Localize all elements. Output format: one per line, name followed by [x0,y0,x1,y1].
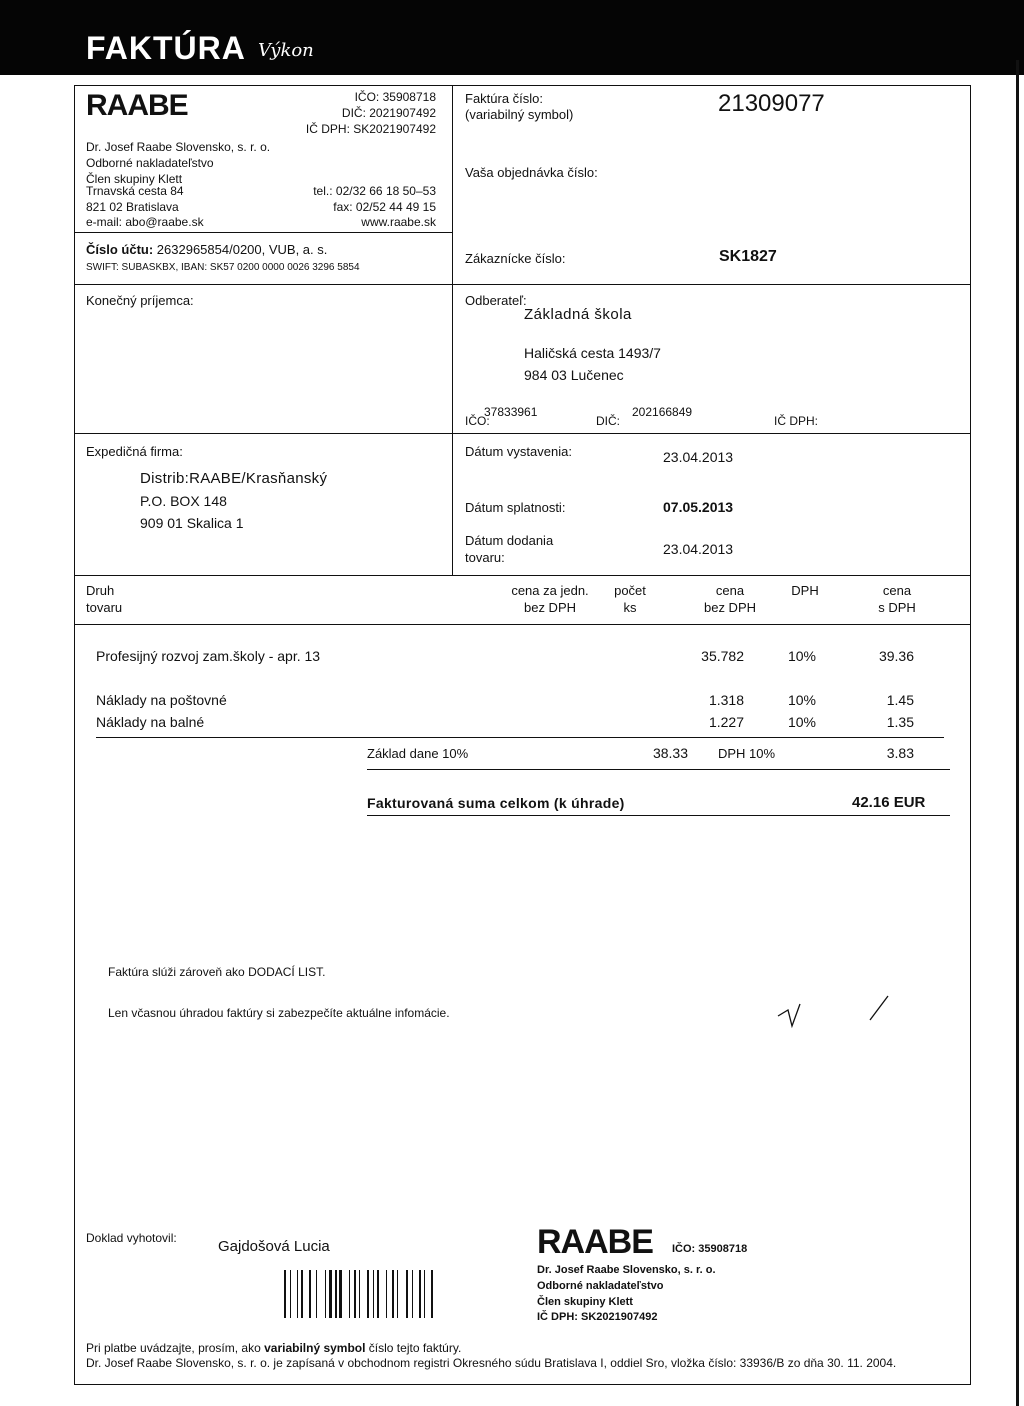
buyer-icdph-label: IČ DPH: [774,414,819,428]
col-qty-header: ks [623,600,637,615]
supplier-line: Trnavská cesta 84 [86,184,184,198]
prepared-by: Gajdošová Lucia [218,1238,330,1255]
final-recipient-label: Konečný príjemca: [86,293,194,308]
row-vat: 10% [787,692,816,708]
supplier-line: Odborné nakladateľstvo [86,156,214,170]
supplier-ico: IČO: 35908718 [354,90,436,104]
shipping-name: Distrib:RAABE/Krasňanský [140,470,328,487]
col-net-header: bez DPH [703,600,757,615]
sep-3 [74,575,971,576]
payment-note-post: číslo tejto faktúry. [365,1341,462,1355]
col-unit-header: cena za jedn. [511,583,589,598]
registry-note: Dr. Josef Raabe Slovensko, s. r. o. je zapísaná v obchodnom registri Okresného súdu Bratislava I, oddiel Sro, vložka číslo: 33936/B zo dňa 30. 11. 2004. [86,1356,897,1370]
supplier-logo: RAABE [86,89,188,122]
frame-bottom [74,1384,971,1385]
row-gross: 1.45 [886,692,914,708]
prepared-label: Doklad vyhotovil: [86,1231,177,1245]
order-label: Vaša objednávka číslo: [465,165,598,180]
edge-line [1016,60,1019,1406]
row-net: 35.782 [701,648,744,664]
invoice-number-label: Faktúra číslo: [465,91,544,106]
buyer-label: Odberateľ: [465,293,527,308]
barcode [284,1270,484,1318]
buyer-dic: 202166849 [632,405,693,419]
rows-sep [96,737,944,738]
total-underline [367,815,950,816]
payment-note-pre: Pri platbe uvádzajte, prosím, ako [86,1341,265,1355]
supplier-line: Člen skupiny Klett [86,172,183,186]
buyer-ico-label: IČO: [465,414,490,428]
delivery-date: 23.04.2013 [663,541,734,557]
column-divider [452,85,453,575]
handwritten-mark [770,990,900,1030]
row-item-name: Náklady na poštovné [96,692,227,708]
vat-total-value: 3.83 [886,745,914,761]
sep-2 [74,433,971,434]
issue-date-label: Dátum vystavenia: [465,444,572,459]
shipping-box: P.O. BOX 148 [140,493,227,509]
col-unit-header: bez DPH [523,600,577,615]
customer-no: SK1827 [719,248,777,265]
supplier-line: e-mail: abo@raabe.sk [86,215,204,229]
account-line [86,242,327,257]
row-net: 1.227 [708,714,744,730]
delivery-note: Faktúra slúži zároveň ako DODACÍ LIST. [108,965,326,979]
col-gross-header: cena [882,583,912,598]
supplier-line: Dr. Josef Raabe Slovensko, s. r. o. [86,140,271,154]
footer-company-line: Dr. Josef Raabe Slovensko, s. r. o. [537,1264,716,1276]
supplier-tel: tel.: 02/32 66 18 50–53 [313,184,436,198]
buyer-city: 984 03 Lučenec [524,367,624,383]
payment-note [86,1341,461,1355]
supplier-sep [74,232,452,233]
frame-left [74,85,75,1385]
summary-sep [367,769,950,770]
row-item-name: Profesijný rozvoj zam.školy - apr. 13 [96,648,321,664]
account-value: 2632965854/0200, VUB, a. s. [156,242,328,257]
account-label: Číslo účtu: [86,242,154,257]
sep-1 [74,284,971,285]
grand-total-value: 42.16 EUR [852,794,926,811]
supplier-fax: fax: 02/52 44 49 15 [333,200,436,214]
shipping-city: 909 01 Skalica 1 [140,515,244,531]
doc-title: FAKTÚRA [86,30,246,66]
footer-company-line: Odborné nakladateľstvo [537,1280,664,1292]
row-item-name: Náklady na balné [96,714,205,730]
col-item-header: Druh [86,583,115,598]
buyer-street: Haličská cesta 1493/7 [524,345,661,361]
swift-line: SWIFT: SUBASKBX, IBAN: SK57 0200 0000 0026 3296 5854 [86,262,360,273]
sep-4 [74,624,971,625]
footer-company-line: IČ DPH: SK2021907492 [537,1311,658,1323]
invoice-number-sublabel: (variabilný symbol) [465,107,574,122]
col-gross-header: s DPH [878,600,916,615]
issue-date: 23.04.2013 [663,449,734,465]
col-qty-header: počet [614,583,646,598]
frame-top [74,85,971,86]
vat-total-label: DPH 10% [718,746,776,761]
info-note: Len včasnou úhradou faktúry si zabezpečíte aktuálne infomácie. [108,1006,450,1020]
tax-base-label: Základ dane 10% [367,746,469,761]
col-net-header: cena [715,583,745,598]
row-gross: 1.35 [886,714,914,730]
supplier-line: 821 02 Bratislava [86,200,179,214]
customer-no-label: Zákaznícke číslo: [465,251,566,266]
row-gross: 39.36 [878,648,914,664]
due-date: 07.05.2013 [663,499,734,515]
delivery-date-label-1: Dátum dodania [465,533,554,548]
footer-company-line: Člen skupiny Klett [537,1296,633,1308]
buyer-dic-label: DIČ: [596,414,620,428]
buyer-ico: 37833961 [484,405,538,419]
due-date-label: Dátum splatnosti: [465,500,566,515]
payment-note-bold: variabilný symbol [264,1341,366,1355]
supplier-dic: DIČ: 2021907492 [341,106,436,120]
supplier-icdph: IČ DPH: SK2021907492 [305,122,436,136]
footer-logo: RAABE [537,1223,653,1261]
supplier-web: www.raabe.sk [361,215,436,229]
grand-total-label: Fakturovaná suma celkom (k úhrade) [367,795,625,811]
handwritten-note: Výkon [258,40,314,61]
tax-base-value: 38.33 [652,745,688,761]
frame-right [970,85,971,1385]
row-vat: 10% [787,648,816,664]
invoice-number: 21309077 [718,90,825,117]
row-vat: 10% [787,714,816,730]
buyer-name: Základná škola [524,306,632,323]
col-vat-header: DPH [791,583,819,598]
col-item-header: tovaru [86,600,123,615]
row-net: 1.318 [708,692,744,708]
shipping-label: Expedičná firma: [86,444,183,459]
delivery-date-label-2: tovaru: [465,550,505,565]
footer-ico: IČO: 35908718 [672,1243,748,1255]
